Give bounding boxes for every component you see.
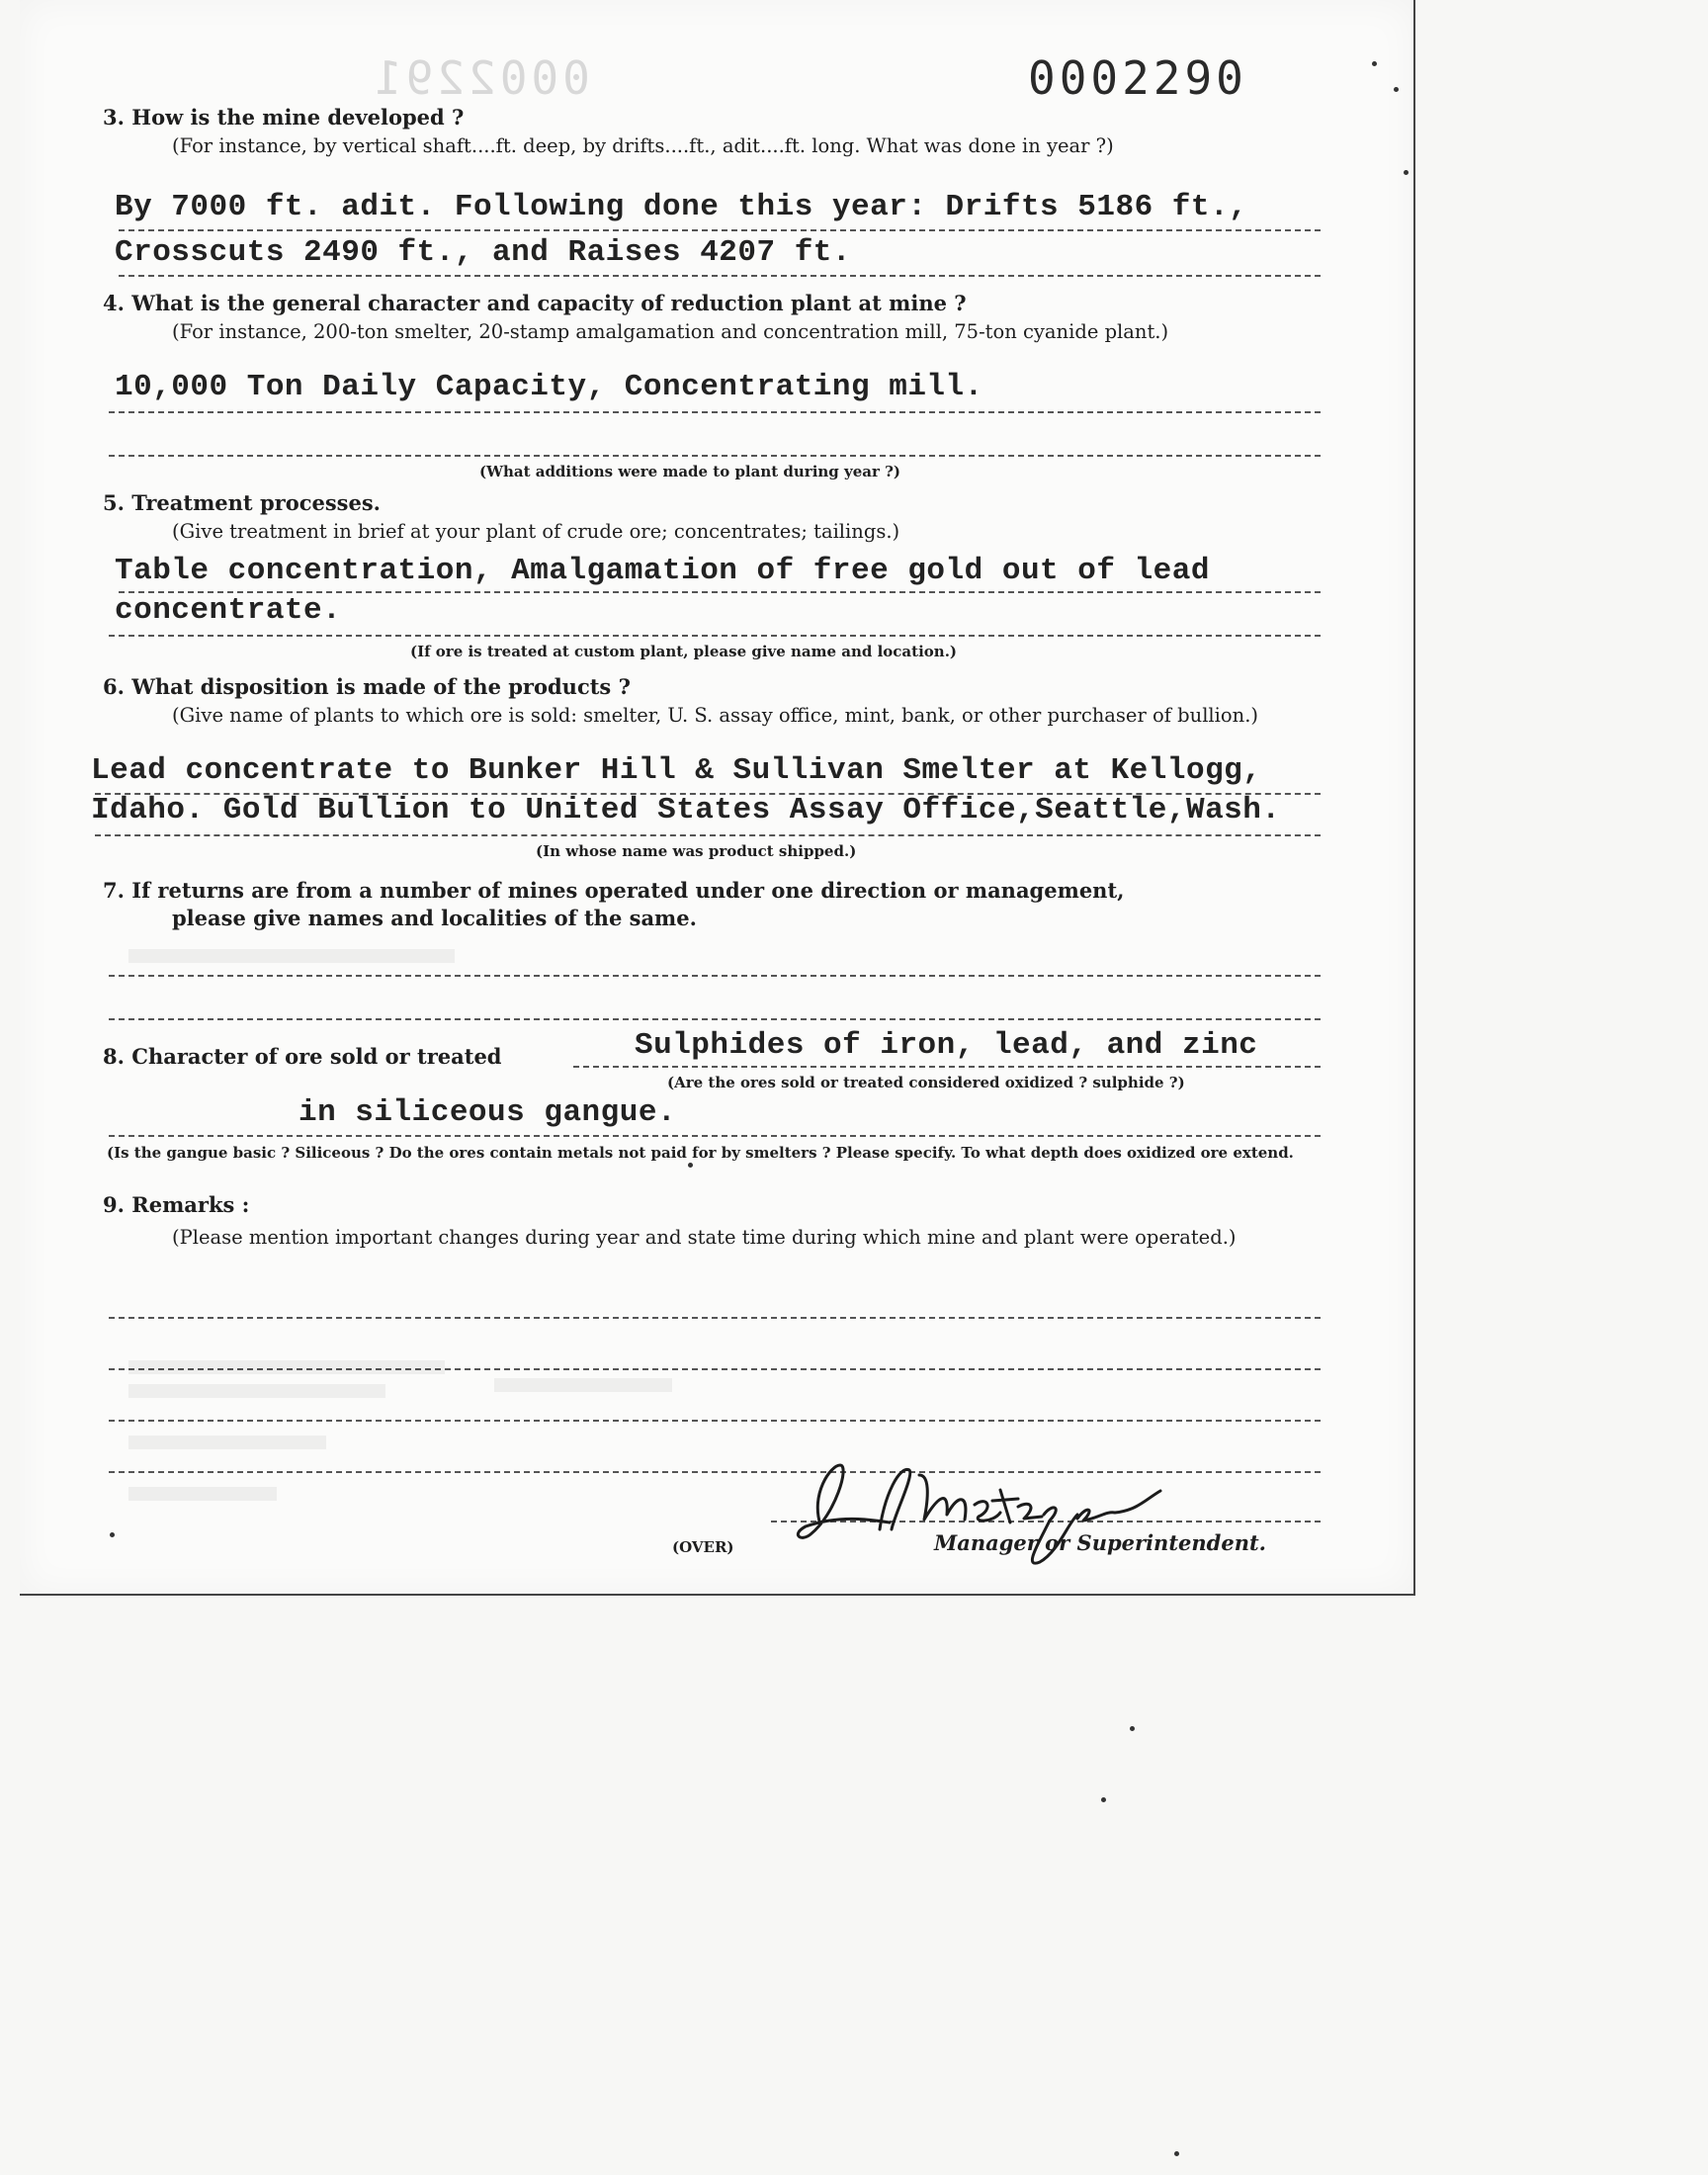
answer-8-line-1: Sulphides of iron, lead, and zinc xyxy=(635,1028,1258,1063)
scan-speck xyxy=(1174,2151,1179,2156)
answer-line xyxy=(573,1066,1321,1068)
question-4-text: What is the general character and capacity of reduction plant at mine ? xyxy=(131,291,967,315)
answer-line xyxy=(95,834,1321,836)
question-5-caption: (If ore is treated at custom plant, please give name and location.) xyxy=(410,643,958,660)
question-8 xyxy=(103,1044,502,1069)
answer-6-line-1: Lead concentrate to Bunker Hill & Sullivan Smelter at Kellogg, xyxy=(91,753,1262,788)
scan-speck xyxy=(688,1163,693,1168)
bleed-through xyxy=(128,949,455,963)
question-7-text-line-2: please give names and localities of the same. xyxy=(172,906,697,930)
answer-6-line-2: Idaho. Gold Bullion to United States Assay Office,Seattle,Wash. xyxy=(91,793,1281,827)
question-4 xyxy=(103,291,967,315)
answer-4-line-1: 10,000 Ton Daily Capacity, Concentrating mill. xyxy=(115,370,983,404)
question-8-number: 8. xyxy=(103,1044,125,1069)
answer-line xyxy=(109,635,1321,637)
bleed-through xyxy=(128,1487,277,1501)
question-8-caption-1: (Are the ores sold or treated considered oxidized ? sulphide ?) xyxy=(667,1074,1185,1091)
bleed-through xyxy=(494,1378,672,1392)
answer-line xyxy=(109,1018,1321,1020)
question-3-text: How is the mine developed ? xyxy=(131,105,465,130)
question-8-caption-2: (Is the gangue basic ? Siliceous ? Do the ores contain metals not paid for by smelters ? Please specify. To what depth does oxidized ore extend. xyxy=(107,1144,1294,1162)
question-7 xyxy=(103,878,1124,903)
question-4-hint: (For instance, 200-ton smelter, 20-stamp amalgamation and concentration mill, 75-ton cyanide plant.) xyxy=(172,320,1169,343)
answer-line xyxy=(119,275,1321,277)
serial-number-stamp: 0002290 xyxy=(1028,51,1247,105)
question-4-caption: (What additions were made to plant during year ?) xyxy=(479,463,901,480)
answer-line xyxy=(109,455,1321,457)
question-8-text: Character of ore sold or treated xyxy=(131,1044,502,1069)
bleed-through xyxy=(128,1384,385,1398)
answer-line xyxy=(109,411,1321,413)
question-3-hint: (For instance, by vertical shaft....ft. deep, by drifts....ft., adit....ft. long. What was done in year ?) xyxy=(172,134,1114,157)
scan-speck xyxy=(1130,1726,1135,1731)
question-4-number: 4. xyxy=(103,291,125,315)
answer-5-line-1: Table concentration, Amalgamation of free gold out of lead xyxy=(115,554,1210,588)
question-7-text-line-1: If returns are from a number of mines operated under one direction or management, xyxy=(131,878,1125,903)
question-3 xyxy=(103,105,464,130)
form-page xyxy=(20,0,1415,1596)
serial-number-ghost: 0002291 xyxy=(371,51,590,105)
question-6 xyxy=(103,674,631,699)
question-9-text: Remarks : xyxy=(131,1192,250,1217)
answer-line xyxy=(109,975,1321,977)
scan-speck xyxy=(1404,170,1409,175)
question-6-caption: (In whose name was product shipped.) xyxy=(536,842,857,860)
scan-speck xyxy=(110,1532,115,1537)
question-3-number: 3. xyxy=(103,105,125,130)
scan-speck xyxy=(1372,61,1377,66)
question-9 xyxy=(103,1192,249,1217)
bleed-through xyxy=(128,1360,445,1374)
signature xyxy=(781,1436,1216,1584)
question-5-hint: (Give treatment in brief at your plant of crude ore; concentrates; tailings.) xyxy=(172,520,900,543)
question-6-hint: (Give name of plants to which ore is sold: smelter, U. S. assay office, mint, bank, or other purchaser of bullion.) xyxy=(172,704,1259,727)
answer-line xyxy=(109,1317,1321,1319)
question-7-number: 7. xyxy=(103,878,125,903)
answer-3-line-2: Crosscuts 2490 ft., and Raises 4207 ft. xyxy=(115,235,852,270)
scan-speck xyxy=(1394,87,1399,92)
question-6-number: 6. xyxy=(103,674,125,699)
answer-3-line-1: By 7000 ft. adit. Following done this year: Drifts 5186 ft., xyxy=(115,190,1248,224)
scan-speck xyxy=(1101,1797,1106,1802)
signer-title: Manager or Superintendent. xyxy=(934,1530,1266,1555)
question-9-number: 9. xyxy=(103,1192,125,1217)
answer-8-line-2: in siliceous gangue. xyxy=(299,1095,677,1130)
answer-line xyxy=(119,229,1321,231)
question-5-number: 5. xyxy=(103,490,125,515)
bleed-through xyxy=(128,1436,326,1449)
question-5 xyxy=(103,490,381,515)
answer-5-line-2: concentrate. xyxy=(115,593,342,628)
over-label: (OVER) xyxy=(672,1538,734,1556)
answer-line xyxy=(109,1420,1321,1422)
question-6-text: What disposition is made of the products ? xyxy=(131,674,631,699)
question-5-text: Treatment processes. xyxy=(131,490,381,515)
question-9-hint: (Please mention important changes during year and state time during which mine and plant were operated.) xyxy=(172,1226,1237,1249)
answer-line xyxy=(109,1135,1321,1137)
